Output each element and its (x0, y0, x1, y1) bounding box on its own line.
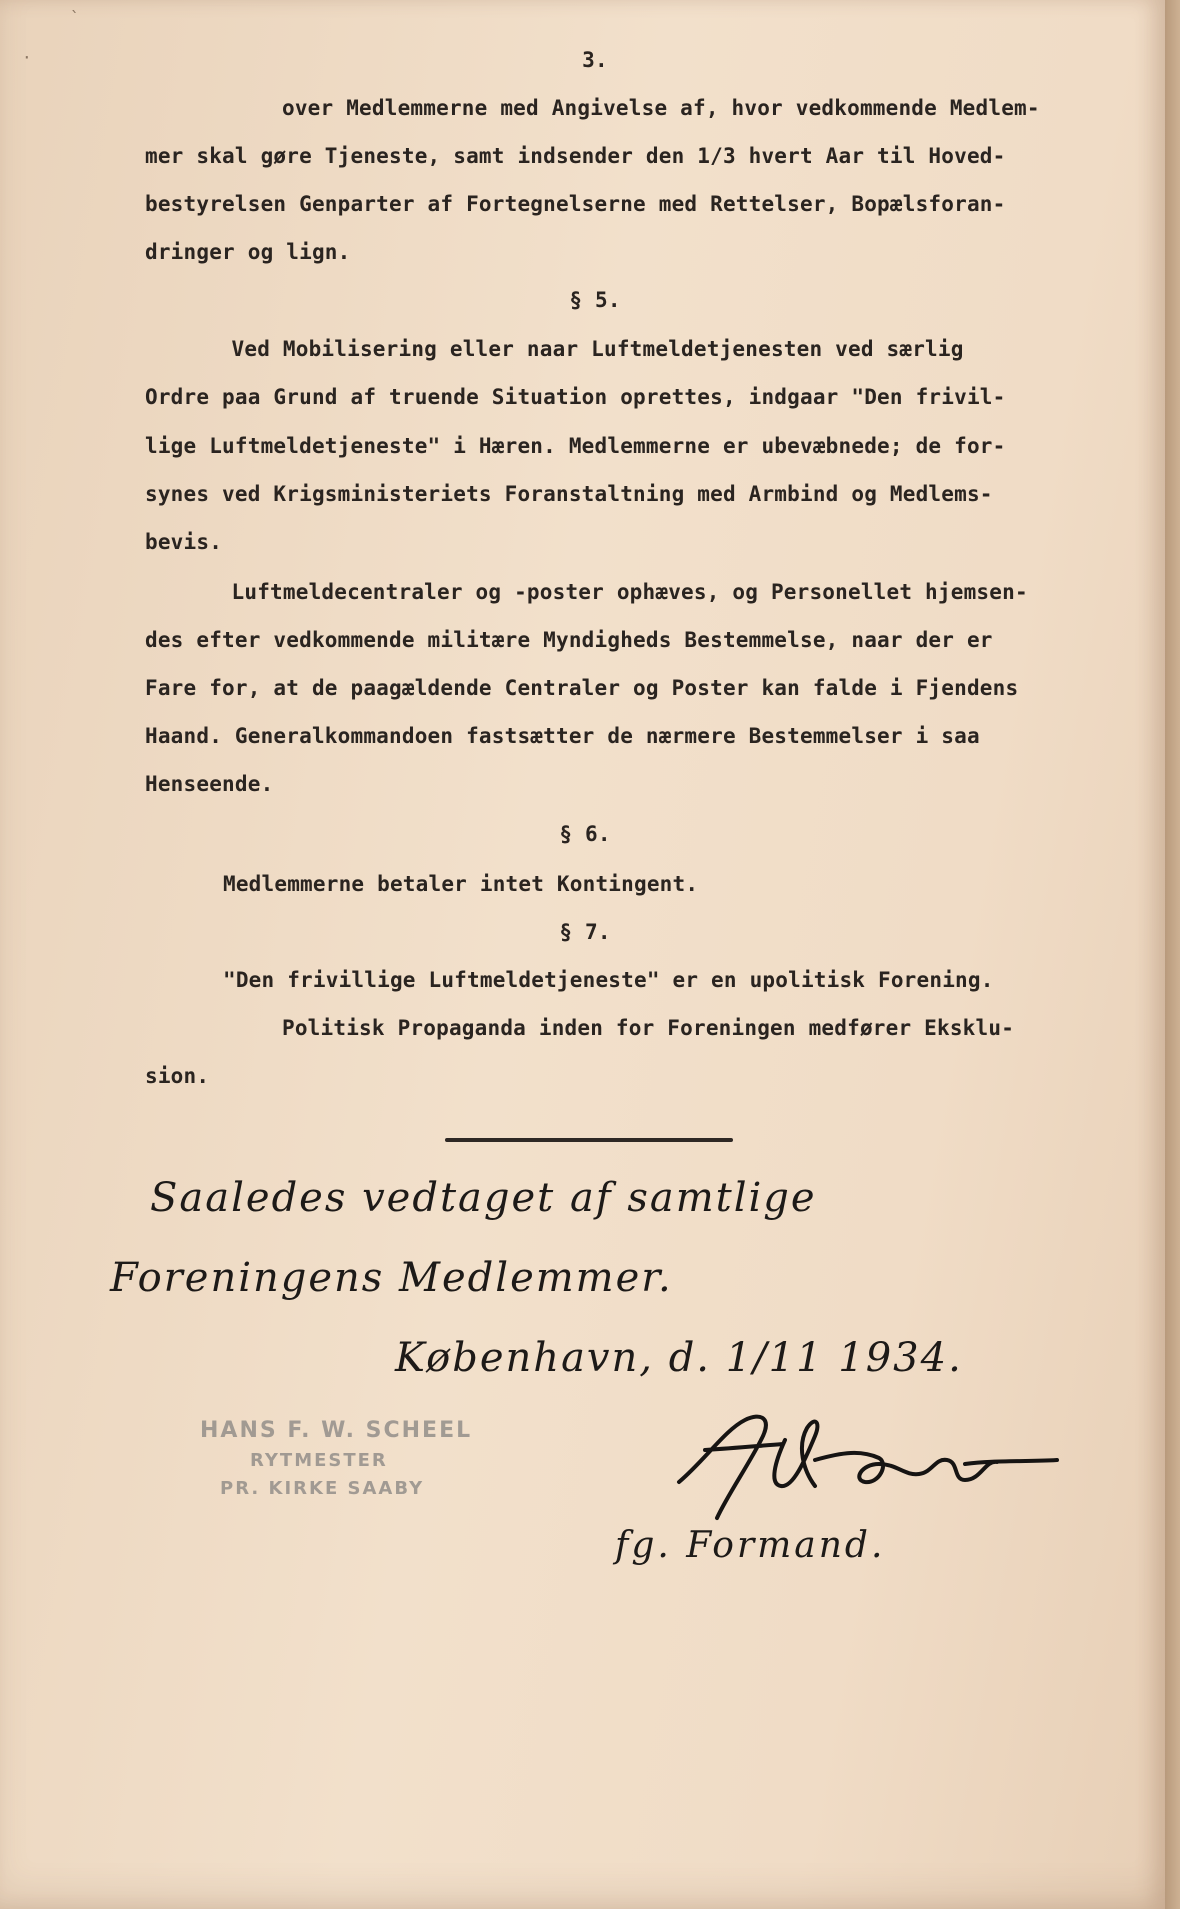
signature-name: F. Scheel (665, 1385, 752, 1404)
paper-speck: · (22, 48, 32, 67)
section-7-line-3: sion. (145, 1064, 210, 1088)
section-7-heading: § 7. (559, 920, 611, 944)
section-6-heading: § 6. (559, 822, 611, 846)
section-7-line-1: "Den frivillige Luftmeldetjeneste" er en upolitisk Forening. (223, 968, 994, 992)
handwritten-title: fg. Formand. (615, 1525, 886, 1566)
section-5-p1-line-2: Ordre paa Grund af truende Situation oprettes, indgaar "Den frivil- (145, 385, 1006, 409)
page-edge (1165, 0, 1180, 1909)
divider-rule (445, 1138, 733, 1142)
section-7-line-2: Politisk Propaganda inden for Foreningen medfører Eksklu- (282, 1016, 1015, 1040)
page-number: 3. (582, 48, 608, 72)
signature (665, 1385, 1065, 1530)
section-5-p2-line-5: Henseende. (145, 772, 274, 796)
section-5-p1-line-5: bevis. (145, 530, 223, 554)
stamp-line-2: RYTMESTER (250, 1450, 388, 1471)
section-5-heading: § 5. (569, 288, 621, 312)
section-5-p1-line-3: lige Luftmeldetjeneste" i Hæren. Medlemmerne er ubevæbnede; de for- (145, 434, 1006, 458)
section-5-p1-line-4: synes ved Krigsministeriets Foranstaltning med Armbind og Medlems- (145, 482, 993, 506)
section-5-p2-line-2: des efter vedkommende militære Myndigheds Bestemmelse, naar der er (145, 628, 993, 652)
stamp-line-1: HANS F. W. SCHEEL (200, 1418, 473, 1443)
handwritten-line-2: Foreningens Medlemmer. (110, 1255, 673, 1301)
paper-speck: ` (70, 8, 80, 27)
handwritten-place-date: København, d. 1/11 1934. (395, 1335, 963, 1381)
section-5-p2-line-1: Luftmeldecentraler og -poster ophæves, og Personellet hjemsen- (193, 580, 1028, 604)
stamp-line-3: PR. KIRKE SAABY (220, 1478, 425, 1499)
section-5-p2-line-4: Haand. Generalkommandoen fastsætter de nærmere Bestemmelser i saa (145, 724, 980, 748)
handwritten-line-1: Saaledes vedtaget af samtlige (150, 1175, 817, 1221)
section-5-p1-line-1: Ved Mobilisering eller naar Luftmeldetjenesten ved særlig (193, 337, 964, 361)
section-5-p2-line-3: Fare for, at de paagældende Centraler og Poster kan falde i Fjendens (145, 676, 1019, 700)
intro-line-2: mer skal gøre Tjeneste, samt indsender den 1/3 hvert Aar til Hoved- (145, 144, 1006, 168)
section-6-text: Medlemmerne betaler intet Kontingent. (223, 872, 699, 896)
intro-line-3: bestyrelsen Genparter af Fortegnelserne med Rettelser, Bopælsforan- (145, 192, 1006, 216)
intro-line-1: over Medlemmerne med Angivelse af, hvor vedkommende Medlem- (282, 96, 1040, 120)
intro-line-4: dringer og lign. (145, 240, 351, 264)
